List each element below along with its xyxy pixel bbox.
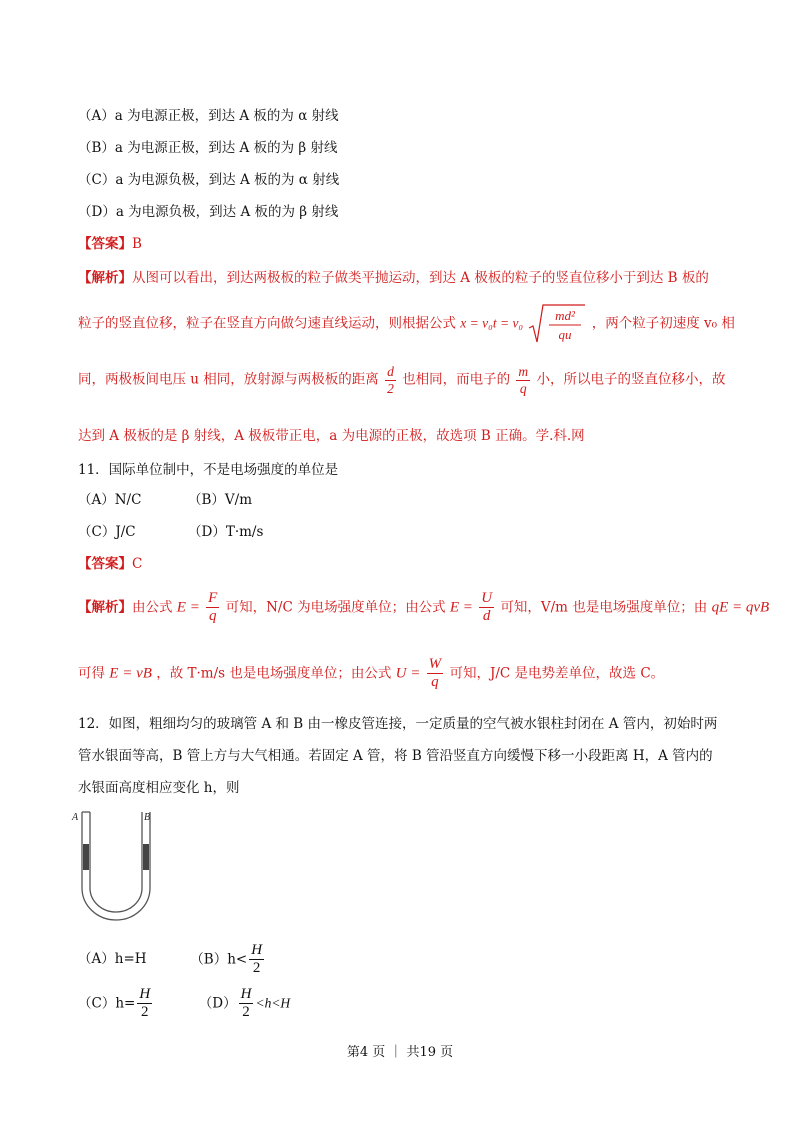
q10-analysis-line-2 xyxy=(78,302,735,346)
analysis-text: ，两个粒子初速度 v₀ 相 xyxy=(591,315,735,332)
u-tube-diagram xyxy=(70,806,160,928)
analysis-text: 也相同，而电子的 xyxy=(402,371,511,388)
formula: x = v₀t = v₀ xyxy=(460,315,524,331)
q10-option-c: （C）a 为电源负极，到达 A 板的为 α 射线 xyxy=(78,172,340,188)
analysis-text: 小，所以电子的竖直位移小，故 xyxy=(536,371,726,388)
q12-stem-line-1: 12．如图，粗细均匀的玻璃管 A 和 B 由一橡皮管连接，一定质量的空气被水银柱封闭在 A 管内，初始时两 xyxy=(78,716,718,732)
q10-option-a: （A）a 为电源正极，到达 A 板的为 α 射线 xyxy=(78,108,339,124)
answer-value: B xyxy=(132,236,142,252)
fraction-f-over-q: $\frac{F}{q}$ xyxy=(208,590,218,625)
q10-option-d: （D）a 为电源负极，到达 A 板的为 β 射线 xyxy=(78,204,339,220)
analysis-text: 同，两极板间电压 u 相同，放射源与两极板的距离 xyxy=(78,371,379,388)
q11-answer xyxy=(78,552,142,572)
sqrt-formula xyxy=(527,302,587,346)
formula: E = xyxy=(176,599,200,616)
answer-label: 【答案】 xyxy=(78,556,132,572)
q12-options-row-2 xyxy=(78,986,290,1022)
q12-stem-line-3: 水银面高度相应变化 h，则 xyxy=(78,780,240,796)
fraction-h-over-2: $\frac{H}{2}$ xyxy=(139,986,151,1021)
fraction-u-over-d: $\frac{U}{d}$ xyxy=(481,590,493,625)
q10-analysis-line-4: 达到 A 极板的是 β 射线，A 极板带正电，a 为电源的正极，故选项 B 正确。学.科.网 xyxy=(78,428,585,444)
analysis-text: 可知，J/C 是电势差单位，故选 C。 xyxy=(449,665,665,682)
answer-value: C xyxy=(132,556,143,572)
q11-option-a: （A）N/C xyxy=(78,492,142,508)
option-text: <h<H xyxy=(255,995,291,1011)
q10-option-b: （B）a 为电源正极，到达 A 板的为 β 射线 xyxy=(78,140,338,156)
q11-options-row-1 xyxy=(78,488,252,508)
q11-options-row-2 xyxy=(78,520,263,540)
analysis-text: 可知，V/m 也是电场强度单位；由 xyxy=(500,599,708,616)
q10-analysis-line-3 xyxy=(78,364,725,396)
q11-option-d: （D）T·m/s xyxy=(188,524,264,540)
answer-label: 【答案】 xyxy=(78,236,132,252)
q11-option-c: （C）J/C xyxy=(78,524,136,540)
sqrt-denominator: qu xyxy=(558,327,572,342)
q11-stem: 11．国际单位制中，不是电场强度的单位是 xyxy=(78,462,339,478)
q10-answer xyxy=(78,232,142,252)
q12-stem-line-2: 管水银面等高，B 管上方与大气相通。若固定 A 管，将 B 管沿竖直方向缓慢下移一小段距离 H，A 管内的 xyxy=(78,748,713,764)
analysis-text: 从图可以看出，到达两极板的粒子做类平抛运动，到达 A 极板的粒子的竖直位移小于到达 B 板的 xyxy=(132,270,709,286)
analysis-label: 【解析】 xyxy=(78,270,132,286)
q10-analysis-line-1 xyxy=(78,266,709,286)
analysis-text: 可得 xyxy=(78,665,105,682)
analysis-text: 可知，N/C 为电场强度单位；由公式 xyxy=(225,599,446,616)
fraction-w-over-q: $\frac{W}{q}$ xyxy=(428,656,442,691)
q12-option-d: （D） xyxy=(198,995,237,1012)
fraction-m-over-q: $\frac{m}{q}$ xyxy=(518,364,529,396)
analysis-label: 【解析】 xyxy=(78,599,132,616)
sqrt-numerator: md² xyxy=(555,308,576,323)
fraction-h-over-2: $\frac{H}{2}$ xyxy=(251,942,263,977)
page-footer: 第4 页 ｜ 共19 页 xyxy=(346,1045,454,1060)
diagram-label-b: B xyxy=(144,812,151,823)
formula: qE = qvB xyxy=(711,599,770,616)
fraction-h-over-2: $\frac{H}{2}$ xyxy=(240,986,252,1021)
analysis-text: 由公式 xyxy=(132,599,173,616)
q12-option-a: （A）h=H xyxy=(78,951,147,968)
fraction-d-over-2: $\frac{d}{2}$ xyxy=(387,364,394,396)
q12-option-b: （B）h< xyxy=(190,951,248,968)
formula: E = xyxy=(449,599,473,616)
q11-analysis-line-2 xyxy=(78,656,664,692)
q12-option-c: （C）h= xyxy=(78,995,136,1012)
q11-analysis-line-1 xyxy=(78,590,769,626)
analysis-text: ，故 T·m/s 也是电场强度单位；由公式 xyxy=(156,665,392,682)
diagram-label-a: A xyxy=(72,812,79,823)
formula: U = xyxy=(395,665,421,682)
formula: E = vB xyxy=(109,665,152,682)
analysis-text: 粒子的竖直位移，粒子在竖直方向做匀速直线运动，则根据公式 xyxy=(78,315,456,332)
q11-option-b: （B）V/m xyxy=(188,492,253,508)
q12-options-row-1 xyxy=(78,942,266,978)
